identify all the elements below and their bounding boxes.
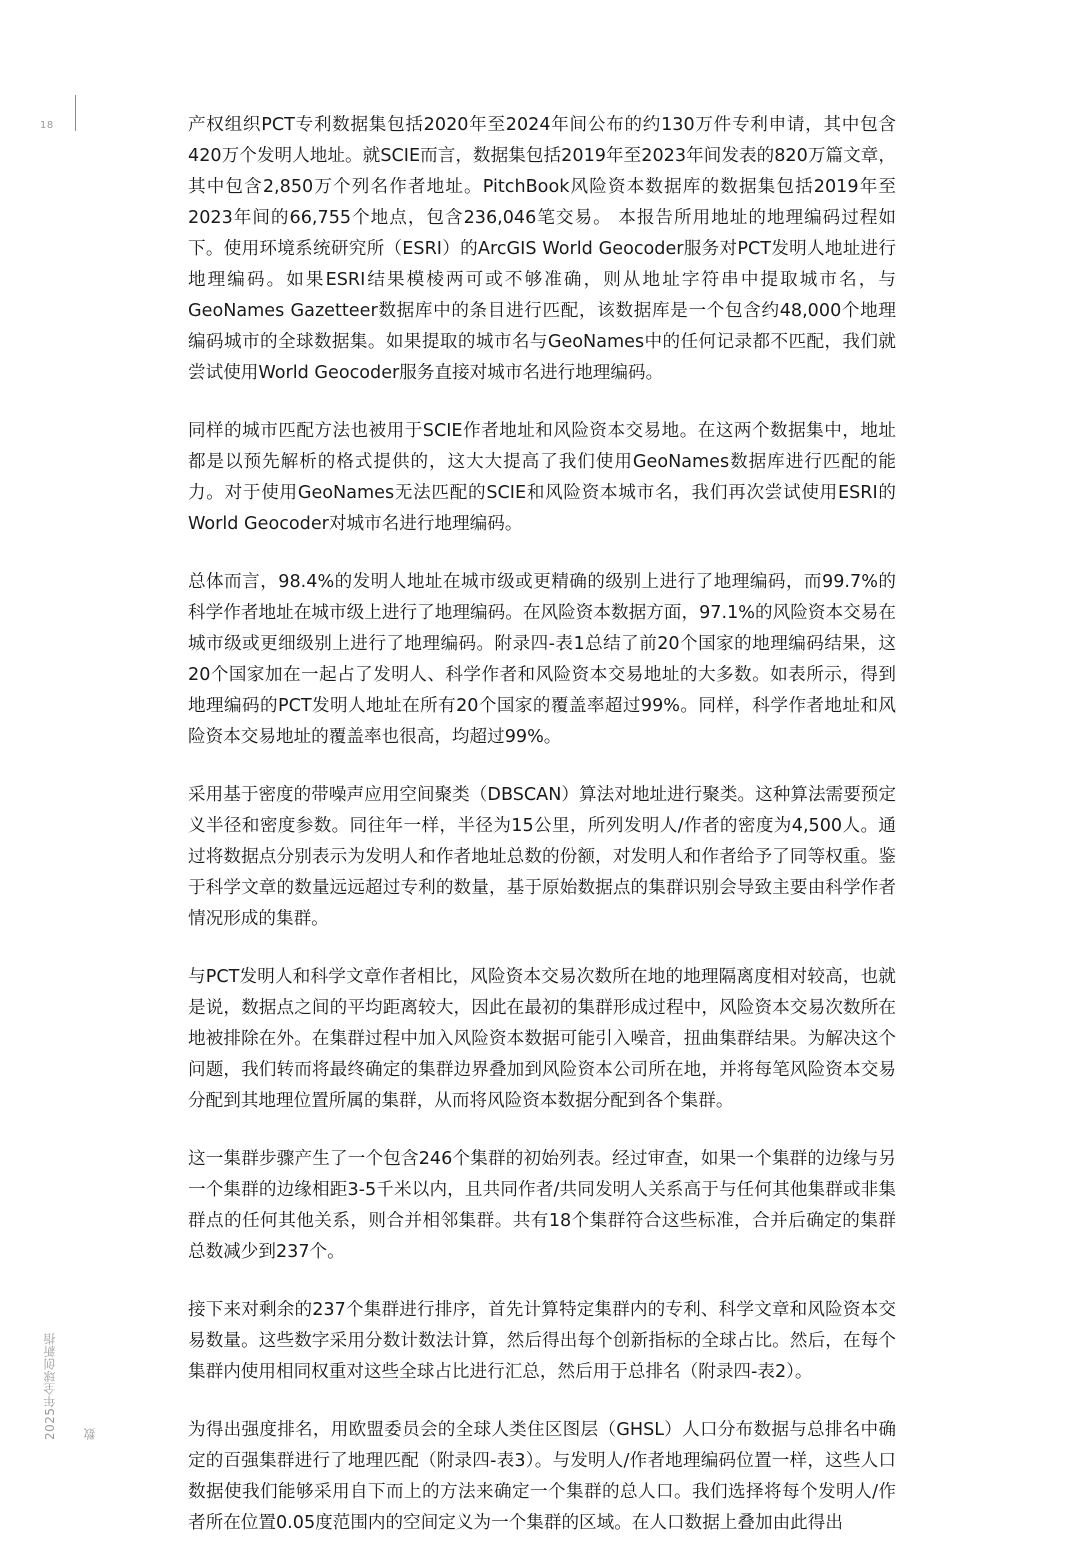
paragraph: 这一集群步骤产生了一个包含246个集群的初始列表。经过审查，如果一个集群的边缘与另一个集群的边缘相距3-5千米以内，且共同作者/共同发明人关系高于与任何其他集群或非集群点的任何其他关系，则合并相邻集群。共有18个集群符合这些标准，合并后确定的集群总数减少到237个。 (188, 1149, 896, 1262)
margin-rule (75, 95, 76, 131)
paragraph: 同样的城市匹配方法也被用于SCIE作者地址和风险资本交易地。在这两个数据集中，地址都是以预先解析的格式提供的，这大大提高了我们使用GeoNames数据库进行匹配的能力。对于使用GeoNames无法匹配的SCIE和风险资本城市名，我们再次尝试使用ESRI的World Geocoder对城市名进行地理编码。 (188, 421, 896, 534)
paragraph: 产权组织PCT专利数据集包括2020年至2024年间公布的约130万件专利申请，其中包含420万个发明人地址。就SCIE而言，数据集包括2019年至2023年间发表的820万篇文章，其中包含2,850万个列名作者地址。PitchBook风险资本数据库的数据集包括2019年至2023年间的66,755个地点，包含236,046笔交易。 本报告所用地址的地理编码过程如下。使用环境系统研究所（ESRI）的ArcGIS World Geocoder服务对PCT发明人地址进行地理编码。如果ESRI结果模棱两可或不够准确，则从地址字符串中提取城市名，与GeoNames Gazetteer数据库中的条目进行匹配，该数据库是一个包含约48,000个地理编码城市的全球数据集。如果提取的城市名与GeoNames中的任何记录都不匹配，我们就尝试使用World Geocoder服务直接对城市名进行地理编码。 (188, 115, 897, 383)
paragraph: 接下来对剩余的237个集群进行排序，首先计算特定集群内的专利、科学文章和风险资本交易数量。这些数字采用分数计数法计算，然后得出每个创新指标的全球占比。然后，在每个集群内使用相同权重对这些全球占比进行汇总，然后用于总排名（附录四-表2）。 (188, 1300, 896, 1382)
paragraph: 为得出强度排名，用欧盟委员会的全球人类住区图层（GHSL）人口分布数据与总排名中确定的百强集群进行了地理匹配（附录四-表3）。与发明人/作者地理编码位置一样，这些人口数据使我们能够采用自下而上的方法来确定一个集群的总人口。我们选择将每个发明人/作者所在位置0.05度范围内的空间定义为一个集群的区域。在人口数据上叠加由此得出 (188, 1420, 896, 1533)
paragraph: 总体而言，98.4%的发明人地址在城市级或更精确的级别上进行了地理编码，而99.7%的科学作者地址在城市级上进行了地理编码。在风险资本数据方面，97.1%的风险资本交易在城市级或更细级别上进行了地理编码。附录四-表1总结了前20个国家的地理编码结果，这20个国家加在一起占了发明人、科学作者和风险资本交易地址的大多数。如表所示，得到地理编码的PCT发明人地址在所有20个国家的覆盖率超过99%。同样，科学作者地址和风险资本交易地址的覆盖率也很高，均超过99%。 (188, 572, 896, 747)
paragraph: 采用基于密度的带噪声应用空间聚类（DBSCAN）算法对地址进行聚类。这种算法需要预定义半径和密度参数。同往年一样，半径为15公里，所列发明人/作者的密度为4,500人。通过将数据点分别表示为发明人和作者地址总数的份额，对发明人和作者给予了同等权重。鉴于科学文章的数量远远超过专利的数量，基于原始数据点的集群识别会导致主要由科学作者情况形成的集群。 (188, 785, 896, 929)
paragraph: 与PCT发明人和科学文章作者相比，风险资本交易次数所在地的地理隔离度相对较高，也就是说，数据点之间的平均距离较大，因此在最初的集群形成过程中，风险资本交易次数所在地被排除在外。在集群过程中加入风险资本数据可能引入噪音，扭曲集群结果。为解决这个问题，我们转而将最终确定的集群边界叠加到风险资本公司所在地，并将每笔风险资本交易分配到其地理位置所属的集群，从而将风险资本数据分配到各个集群。 (188, 967, 896, 1111)
running-title: 2025年全球创新指数 (43, 1332, 97, 1440)
body-text (188, 110, 896, 1566)
page-number: 18 (40, 120, 54, 131)
